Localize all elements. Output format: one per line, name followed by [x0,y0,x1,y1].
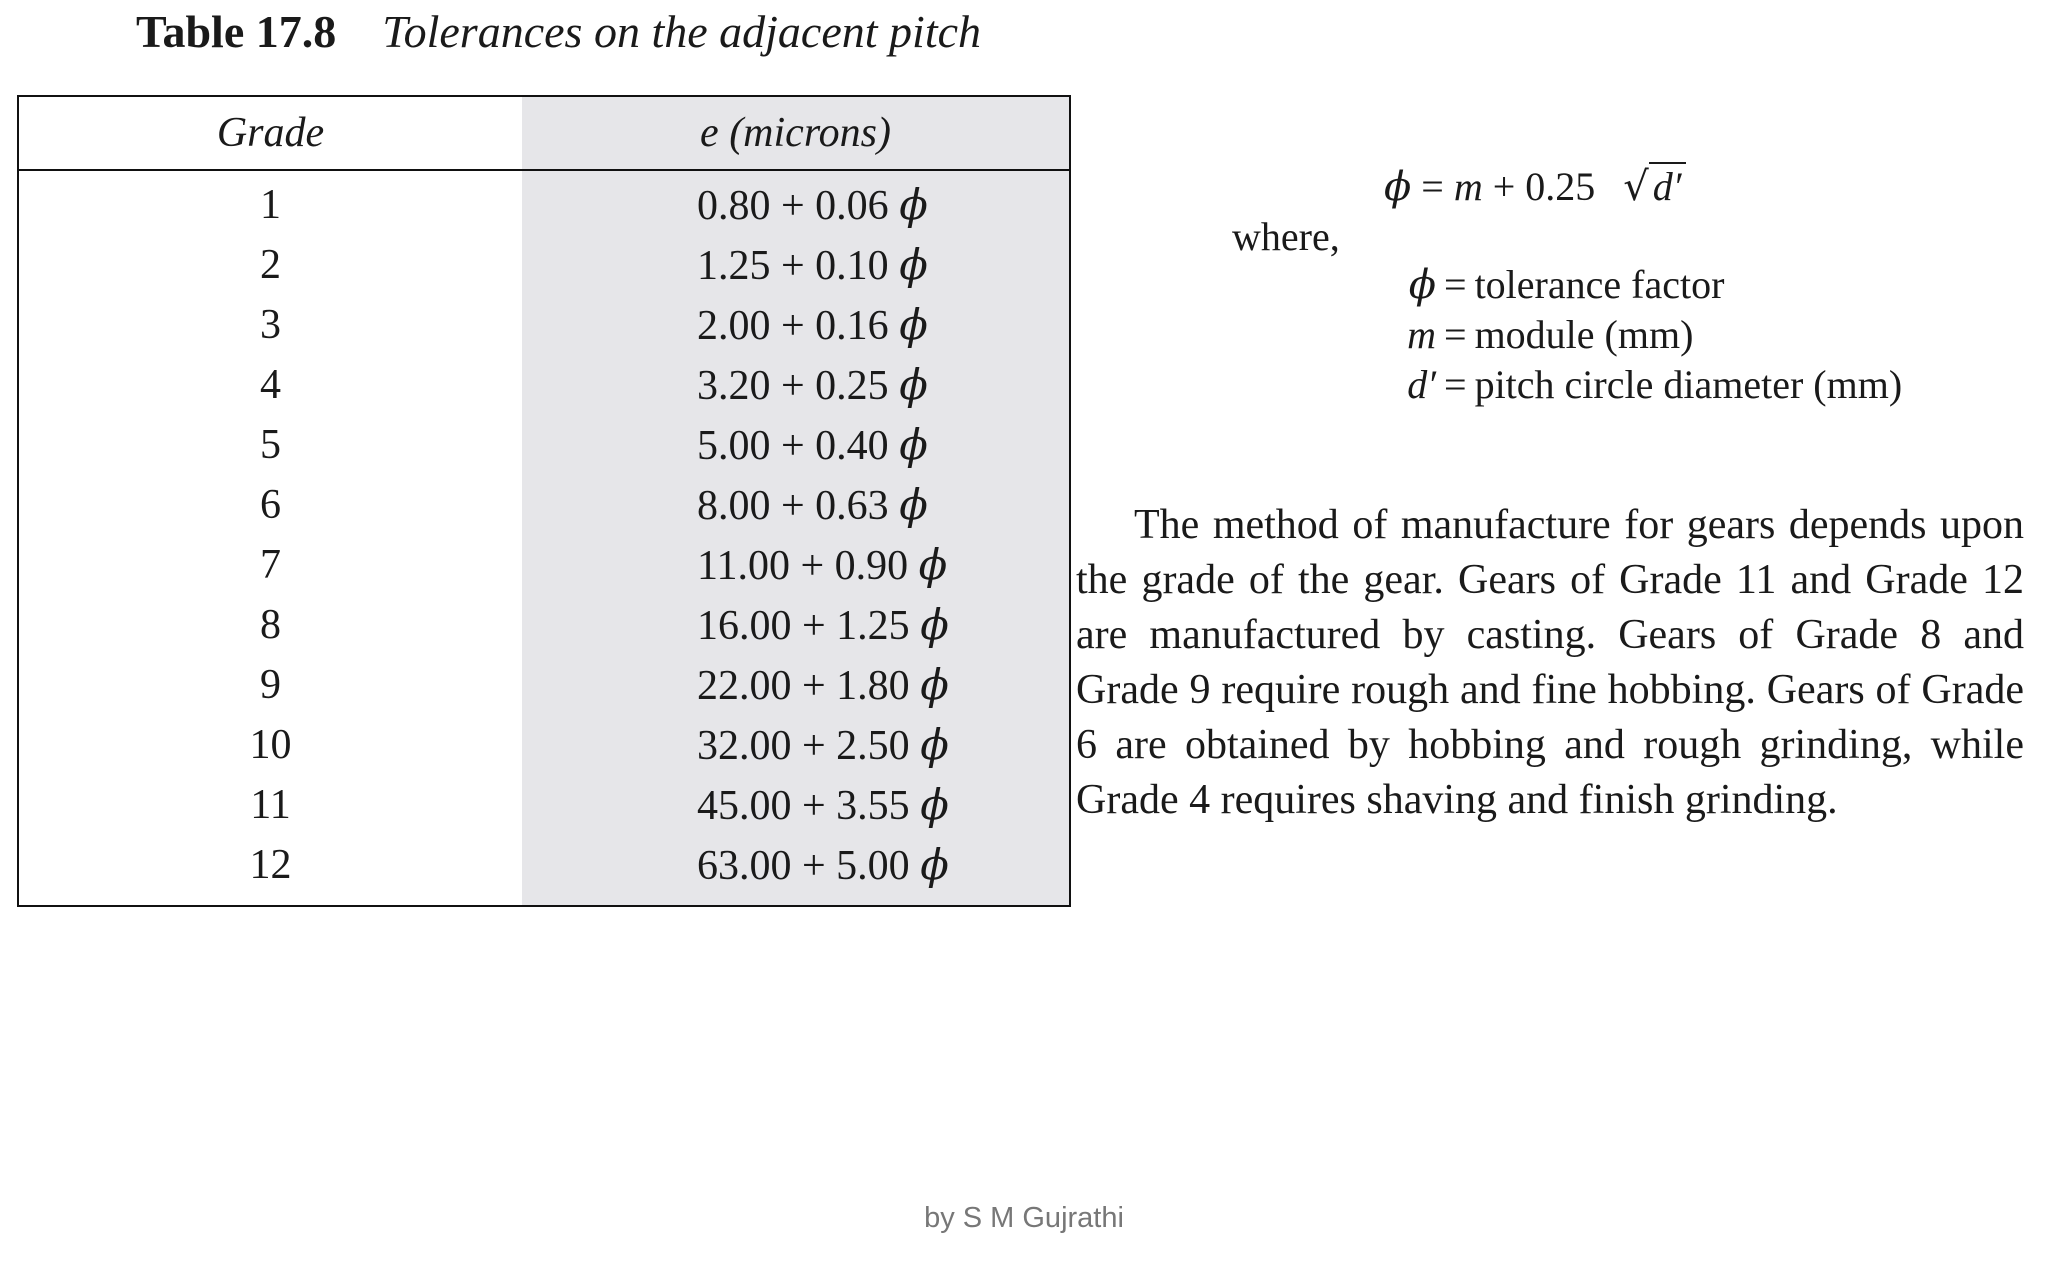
phi-symbol: ϕ [899,300,928,349]
phi-symbol: ϕ [920,720,949,769]
table-header-row [18,96,1070,170]
e-cell [522,775,1070,835]
definition-symbol: ϕ [1408,262,1436,308]
definition-meaning: pitch circle diameter (mm) [1474,362,1903,407]
definitions [1370,260,1902,410]
e-value: 22.00 + 1.80 [697,663,910,709]
square-root: √ d′ [1623,162,1685,212]
definition-equals: = [1444,312,1467,357]
grade-cell: 8 [260,602,281,648]
table-row [18,775,1070,835]
grade-cell: 6 [260,482,281,528]
table-row [18,235,1070,295]
manufacturing-paragraph: The method of manufacture for gears depends upon the grade of the gear. Gears of Grade 11 and Grade 12 are manufactured by casting. Gears of Grade 8 and Grade 9 require rough and fine hobbing. Gears of Grade 6 are obtained by hobbing and rough grinding, while Grade 4 requires shaving and finish grinding. [1076,502,2024,823]
formula-plus: + 0.25 [1492,164,1596,209]
grade-cell: 7 [260,542,281,588]
phi-symbol: ϕ [920,780,949,829]
e-column-header: e (microns) [522,96,1070,170]
phi-symbol: ϕ [899,420,928,469]
grade-cell: 12 [249,842,292,888]
e-cell [522,475,1070,535]
phi-symbol: ϕ [899,480,928,529]
e-cell [522,170,1070,235]
phi-symbol: ϕ [918,540,948,589]
e-value: 11.00 + 0.90 [697,543,909,589]
table-row [18,835,1070,906]
definition-symbol: m [1407,312,1436,357]
e-value: 3.20 + 0.25 [697,363,889,409]
e-cell [522,235,1070,295]
tolerance-factor-formula [1384,162,1686,212]
definition-equals: = [1444,262,1467,307]
grade-cell: 2 [260,242,281,288]
grade-cell: 11 [250,782,291,828]
e-value: 2.00 + 0.16 [697,303,889,349]
definition-meaning: module (mm) [1474,312,1694,357]
e-cell [522,415,1070,475]
definition-row [1370,360,1902,410]
e-value: 8.00 + 0.63 [697,483,889,529]
grade-cell: 10 [249,722,292,768]
phi-symbol: ϕ [920,840,949,889]
where-label: where, [1232,214,1340,259]
table-row [18,595,1070,655]
formula-radicand: d′ [1649,162,1686,209]
author-credit: by S M Gujrathi [924,1202,1124,1234]
grade-cell: 9 [260,662,281,708]
phi-symbol: ϕ [899,240,928,289]
table-number: Table 17.8 [136,6,337,57]
e-value: 45.00 + 3.55 [697,783,910,829]
grade-column-header: Grade [18,96,522,170]
definition-meaning: tolerance factor [1474,262,1725,307]
e-value: 32.00 + 2.50 [697,723,910,769]
e-value: 1.25 + 0.10 [697,243,889,289]
definition-row [1370,310,1902,360]
e-cell [522,295,1070,355]
definition-equals: = [1444,362,1467,407]
definition-row [1370,260,1902,310]
phi-symbol: ϕ [920,600,949,649]
table-row [18,655,1070,715]
e-cell [522,355,1070,415]
phi-symbol: ϕ [899,180,928,229]
e-cell [522,835,1070,906]
e-cell [522,655,1070,715]
table-row [18,535,1070,595]
table-row [18,355,1070,415]
phi-symbol: ϕ [920,660,949,709]
table-row [18,170,1070,235]
phi-symbol: ϕ [899,360,928,409]
e-value: 5.00 + 0.40 [697,423,889,469]
e-cell [522,715,1070,775]
table-title: Tolerances on the adjacent pitch [382,6,982,57]
tolerance-table [17,95,1071,907]
formula-equals: = [1421,164,1444,209]
table-row [18,715,1070,775]
e-value: 63.00 + 5.00 [697,843,910,889]
e-value: 0.80 + 0.06 [697,183,889,229]
formula-m: m [1453,164,1483,209]
grade-cell: 4 [260,362,281,408]
table-caption [136,4,981,60]
e-cell [522,595,1070,655]
formula-lhs: ϕ [1384,164,1412,210]
grade-cell: 1 [260,182,281,228]
e-cell [522,535,1070,595]
definition-symbol: d′ [1407,362,1436,407]
table-row [18,295,1070,355]
table-row [18,475,1070,535]
grade-cell: 5 [260,422,281,468]
table-row [18,415,1070,475]
e-value: 16.00 + 1.25 [697,603,910,649]
grade-cell: 3 [260,302,281,348]
